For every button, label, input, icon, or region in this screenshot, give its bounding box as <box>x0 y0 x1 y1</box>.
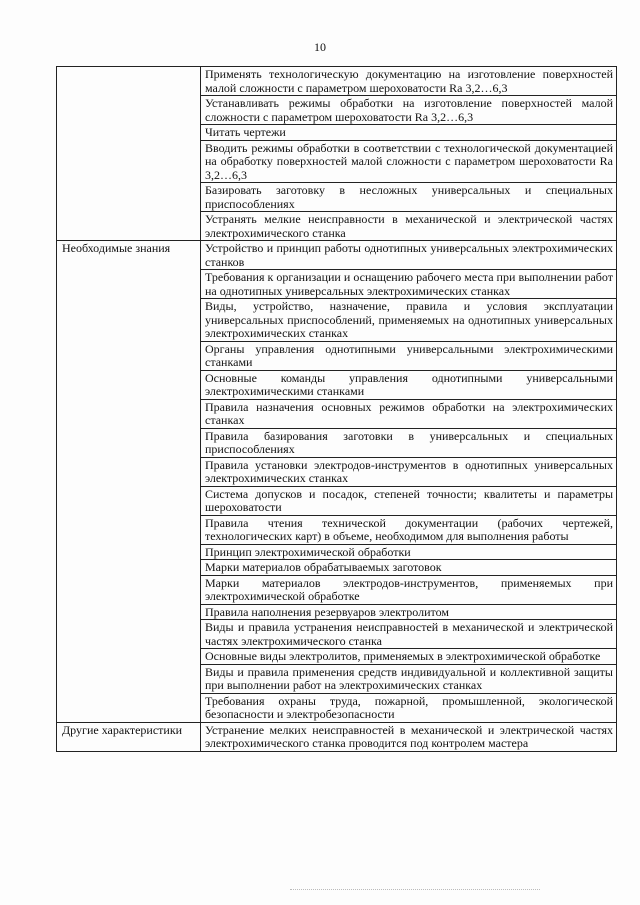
scan-artifact-line <box>290 889 540 891</box>
item-cell: Устранение мелких неисправностей в механической и электрической частях электрохимического станка проводится под контролем мастера <box>201 722 617 751</box>
item-cell: Виды, устройство, назначение, правила и условия эксплуатации универсальных приспособлений, применяемых на однотипных универсальных электрохимических станках <box>201 299 617 342</box>
competency-table <box>56 66 617 752</box>
item-cell: Требования охраны труда, пожарной, промышленной, экологической безопасности и электробезопасности <box>201 693 617 722</box>
category-cell: Необходимые знания <box>57 241 201 723</box>
item-cell: Система допусков и посадок, степеней точности; квалитеты и параметры шероховатости <box>201 486 617 515</box>
item-cell: Устройство и принцип работы однотипных универсальных электрохимических станков <box>201 241 617 270</box>
item-cell: Правила установки электродов-инструментов в однотипных универсальных электрохимических станках <box>201 457 617 486</box>
item-cell: Принцип электрохимической обработки <box>201 544 617 560</box>
item-cell: Устанавливать режимы обработки на изготовление поверхностей малой сложности с параметром шероховатости Ra 3,2…6,3 <box>201 96 617 125</box>
item-cell: Виды и правила устранения неисправностей в механической и электрической частях электрохимического станка <box>201 620 617 649</box>
item-cell: Основные виды электролитов, применяемых в электрохимической обработке <box>201 649 617 665</box>
item-cell: Правила базирования заготовки в универсальных и специальных приспособлениях <box>201 428 617 457</box>
item-cell: Требования к организации и оснащению рабочего места при выполнении работ на однотипных универсальных электрохимических станках <box>201 270 617 299</box>
item-cell: Читать чертежи <box>201 125 617 141</box>
item-cell: Виды и правила применения средств индивидуальной и коллективной защиты при выполнении работ на электрохимических станках <box>201 664 617 693</box>
item-cell: Основные команды управления однотипными универсальными электрохимическими станками <box>201 370 617 399</box>
table-row <box>57 67 617 96</box>
item-cell: Правила чтения технической документации (рабочих чертежей, технологических карт) в объеме, необходимом для выполнения работы <box>201 515 617 544</box>
item-cell: Марки материалов обрабатываемых заготовок <box>201 560 617 576</box>
table-row <box>57 722 617 751</box>
table-body <box>57 67 617 752</box>
item-cell: Применять технологическую документацию на изготовление поверхностей малой сложности с параметром шероховатости Ra 3,2…6,3 <box>201 67 617 96</box>
category-cell <box>57 67 201 241</box>
item-cell: Правила наполнения резервуаров электролитом <box>201 604 617 620</box>
item-cell: Правила назначения основных режимов обработки на электрохимических станках <box>201 399 617 428</box>
item-cell: Базировать заготовку в несложных универсальных и специальных приспособлениях <box>201 183 617 212</box>
item-cell: Марки материалов электродов-инструментов, применяемых при электрохимической обработке <box>201 575 617 604</box>
item-cell: Вводить режимы обработки в соответствии с технологической документацией на обработку поверхностей малой сложности с параметром шероховатости Ra 3,2…6,3 <box>201 140 617 183</box>
table-row <box>57 241 617 270</box>
category-cell: Другие характеристики <box>57 722 201 751</box>
item-cell: Устранять мелкие неисправности в механической и электрической частях электрохимического станка <box>201 212 617 241</box>
page-number: 10 <box>314 40 326 54</box>
item-cell: Органы управления однотипными универсальными электрохимическими станками <box>201 341 617 370</box>
